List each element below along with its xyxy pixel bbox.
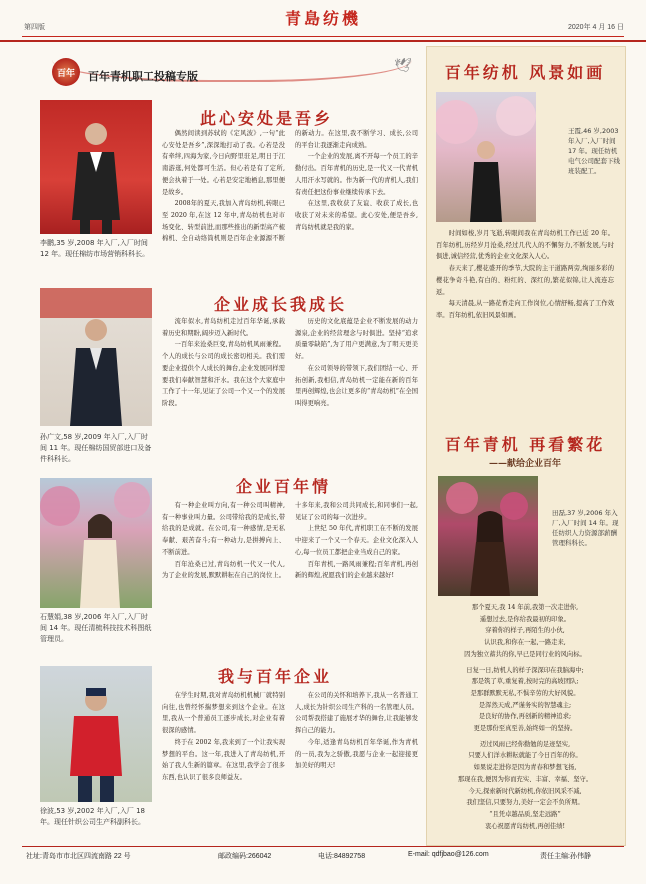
- photo-tian-lei: [438, 476, 538, 596]
- article-3-title: 企业百年情: [236, 477, 332, 496]
- photo-xu-bo: [40, 666, 152, 802]
- article-1-body: 偶然间读到苏轼的《定风波》,一句“此心安处是吾乡”,深深地打动了我。心若是没有牵绊,四海为家,今日向野里驻足,明日于江南游逛,何处都可生活。但心若是有了定所,便会执着于一处。心若是安定地栖息,那里便是故乡。 2008年的夏天,我加入青岛纺机,转眼已至 2020 年,在这 12 年中,青岛纺机也对市场变化、转型前进,而那些推出的新型高产梳棉机、全自动络筒机则是百年企业源源不断的新动力。在这里,我不断学习、成长,公司的平台让我逐渐走向成熟。 一个企业的发展,离不开每一个员工的辛勤付出。百年青机的历史,是一代又一代青机人用汗水写就的。作为新一代的青机人,我们有责任把这份事业继续传承下去。 在这里,我收获了友谊、收获了成长,也收获了对未来的希望。此心安处,便是吾乡,青岛纺机就是我的家。: [162, 130, 418, 243]
- photo-sun-guangwen: [40, 288, 152, 426]
- caption-sidebar-2: 田磊,37 岁,2006 年入厂,入厂时间 14 年。现任纺织人力资源部薪酬管理科科长。: [552, 509, 619, 547]
- caption-article-3: 石慧娟,38 岁,2006 年入厂,入厂时间 14 年。现任清梳科技技术科图纸管理员。: [40, 613, 152, 643]
- masthead-logo: 青島纺機: [284, 9, 361, 28]
- article-4-body: 在学生时期,我对青岛纺机机械厂就特别向往,也曾经怀揣梦想来到这个企业。在这里,我从一个普通员工逐步成长,对企业有着很深的感情。 终于在 2002 年,我来到了一个让我实现梦想的平台。这一年,我进入了青岛纺机,开始了我人生新的篇章。在这里,我学会了很多东西,也认识了很多良师益友。 在公司的关怀和培养下,我从一名普通工人,成长为针织公司生产科的一名管理人员。公司帮我搭建了施展才华的舞台,让我能够发挥自己的能力。 今年,适逢青岛纺机百年华诞,作为青机的一员,我为之骄傲,我愿与企业一起迎接更加美好的明天!: [162, 692, 418, 781]
- article-2-body: 流年似水,青岛纺机走过百年华诞,承载着历史和期盼,阔步迈入新时代。 一百年来沧桑巨变,青岛纺机风雨兼程。个人的成长与公司的成长密切相关。我们需要企业提供个人成长的舞台,企业发展同样需要我们奉献智慧和汗水。我在这个大家庭中工作了十一年,见证了公司一个又一个的发展阶段。 历史的文化底蕴是企业不断发展的动力源泉,企业的经营理念与时俱进。坚持“追求质量零缺陷”,为了用户更满意,为了明天更美好。 在公司领导的带领下,我们团结一心、开拓创新,我相信,青岛纺机一定能在新的百年里再创辉煌,也会让更多的“青岛纺机”在全国叫得更响亮。: [162, 318, 418, 407]
- footer-postcode: 邮政编码:266042: [218, 853, 272, 860]
- article-3-body: 有一种企业叫方向,有一种公司叫精神,有一种事业叫力量。公司带给我的是成长,带给我的是成就。在公司,有一种感情,是无私奉献、艰苦奋斗;有一种动力,是拼搏向上、不断前进。 百年沧桑已过,青岛纺机一代又一代人,为了企业的发展,默默耕耘在自己的岗位上。十多年来,我和公司共同成长,和同事们一起,见证了公司的每一次进步。 上世纪 50 年代,青机职工在不断的发展中迎来了一个又一个春天。企业文化深入人心,每一位员工都把企业当成自己的家。 百年青机,一路风雨兼程;百年青机,再创新的辉煌,祝愿我们的企业越来越好!: [162, 502, 418, 580]
- footer-address: 社址:青岛市市北区四流南路 22 号: [26, 853, 131, 860]
- photo-wang-xia: [436, 92, 536, 222]
- section-title: 百年青机职工投稿专版: [88, 70, 198, 83]
- sidebar-article-2-subtitle: ——献给企业百年: [488, 459, 561, 469]
- footer-phone: 电话:84892758: [318, 853, 366, 860]
- caption-article-2: 孙广文,58 岁,2009 年入厂,入厂时间 11 年。现任棉纺国贸部进口及备件科科长。: [40, 433, 152, 463]
- photo-li-peng: [40, 100, 152, 234]
- article-4-title: 我与百年企业: [218, 667, 333, 686]
- footer-email: E-mail: qdfjbao@126.com: [408, 851, 489, 858]
- sidebar-article-1-body: 时间如梭,岁月飞逝,转眼间我在青岛纺机工作已近 20 年。百年纺机,历经岁月沧桑,经过几代人的不懈努力,不断发展,与时俱进,诚信经营,优秀的企业文化深入人心。 春天来了,樱花盛开的季节,大院的主干道路两旁,绚丽多彩的樱花争奇斗艳,有白的、粉红的、深红的,繁花似锦,让人流连忘返。 每天清晨,从一路花香走向工作岗位,心情舒畅,提高了工作效率。百年纺机,依旧风景如画。: [436, 230, 614, 319]
- caption-sidebar-1: 王霞,46 岁,2003 年入厂,入厂时间 17 年。现任纺机电气公司配套下线班装配工。: [568, 127, 620, 175]
- article-1-title: 此心安处是吾乡: [200, 109, 334, 128]
- photo-shi-huijuan: [40, 478, 152, 608]
- article-2-title: 企业成长我成长: [214, 295, 348, 314]
- page-footer: [22, 846, 624, 861]
- header-rule: [22, 36, 624, 37]
- issue-date: 2020年 4 月 16 日: [567, 24, 624, 31]
- sidebar-poem: 那个夏天,我 14 年前,我第一次走进你, 遥想过去,是你给我最初的印象。 穿着你的样子,再陌生的小伙, 认识我,和你在一起,一路走来, 因为独立蓄共的你,早已是同行业的风向标。 日复一日,纺机人的样子深深印在我脑海中; 那是筑了草,重复着,按时完的高坡团队; 是那群默默无私,不惧辛劳的大好风貌。 是浑然天成,严谨务实的智慧魂主; 是良好的协作,再创新的精神追求; 更是那份至真至善,始终如一的坚持。 迈过风雨已经你勤勉的足迹坚实, 只要人们洋水耕耘就能了今日百年的你。 如果说走进你是因为青春和梦想飞扬, 那现在我,便因为你而充实、丰富、幸福、坚守。 今天,探索新时代新纺机,你依旧风采不减, 我们坚信,只要努力,美好一定会不负所期。 “且凭卓越品质,坚走远路” 衷心祝愿青岛纺机,再创佳绩!: [457, 604, 593, 830]
- sidebar-article-2-title: 百年青机 再看繁花: [444, 435, 606, 454]
- page-number: 第四版: [24, 24, 45, 31]
- caption-article-4: 徐波,53 岁,2002 年入厂,入厂 18 年。现任针织公司生产科副科长。: [40, 807, 145, 826]
- dove-icon: 🕊: [394, 58, 412, 74]
- centenary-emblem-icon: 百年: [52, 58, 80, 86]
- footer-editor: 责任主编:孙伟静: [540, 853, 591, 860]
- section-banner: [22, 52, 422, 92]
- page-header: [0, 0, 646, 42]
- sidebar-article-1-title: 百年纺机 风景如画: [444, 63, 606, 82]
- caption-article-1: 李鹏,35 岁,2008 年入厂,入厂时间 12 年。现任棉纺市场营销科科长。: [40, 239, 150, 258]
